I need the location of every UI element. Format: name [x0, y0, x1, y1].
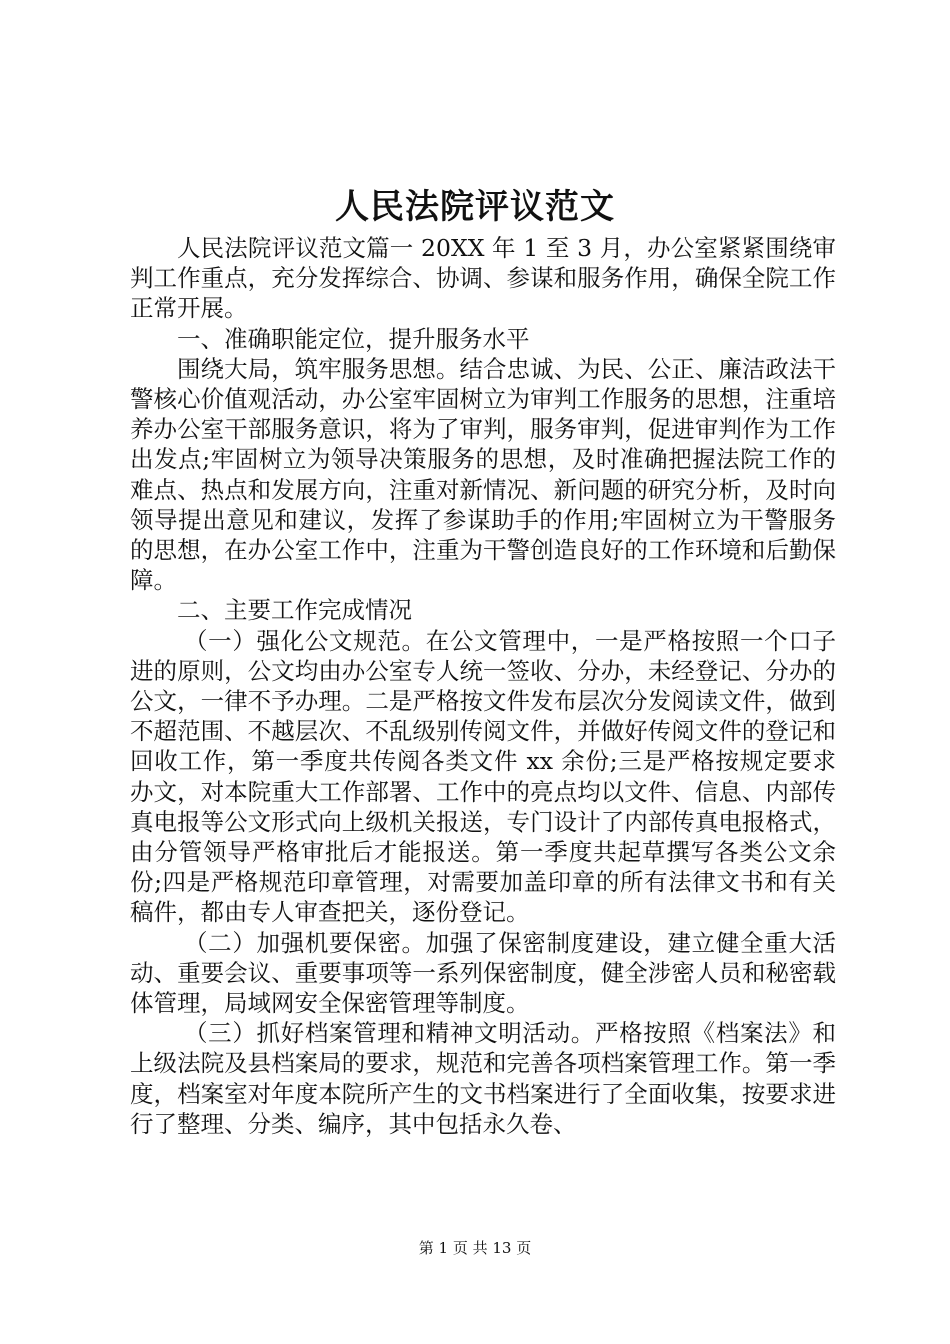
- paragraph-confidentiality: （二）加强机要保密。加强了保密制度建设，建立健全重大活动、重要会议、重要事项等一系列保密制度，健全涉密人员和秘密载体管理，局域网安全保密管理等制度。: [130, 928, 836, 1018]
- section-heading-2: 二、主要工作完成情况: [177, 596, 412, 625]
- paragraph-archive-management: （三）抓好档案管理和精神文明活动。严格按照《档案法》和上级法院及县档案局的要求，规范和完善各项档案管理工作。第一季度，档案室对年度本院所产生的文书档案进行了全面收集，按要求进行了整理、分类、编序，其中包括永久卷、: [130, 1019, 836, 1138]
- paragraph-document-standards: （一）强化公文规范。在公文管理中，一是严格按照一个口子进的原则，公文均由办公室专人统一签收、分办，未经登记、分办的公文，一律不予办理。二是严格按文件发布层次分发阅读文件，做到不超范围、不越层次、不乱级别传阅文件，并做好传阅文件的登记和回收工作，第一季度共传阅各类文件 xx 余份;三是严格按规定要求办文，对本院重大工作部署、工作中的亮点均以文件、信息、内部传真电报等公文形式向上级机关报送，专门设计了内部传真电报格式，由分管领导严格审批后才能报送。第一季度共起草撰写各类公文余份;四是严格规范印章管理，对需要加盖印章的所有法律文书和有关稿件，都由专人审查把关，逐份登记。: [130, 626, 836, 927]
- document-title: 人民法院评议范文: [335, 187, 615, 227]
- paragraph-intro: 人民法院评议范文篇一 20XX 年 1 至 3 月，办公室紧紧围绕审判工作重点，充分发挥综合、协调、参谋和服务作用，确保全院工作正常开展。: [130, 234, 836, 323]
- paragraph-service-thinking: 围绕大局，筑牢服务思想。结合忠诚、为民、公正、廉洁政法干警核心价值观活动，办公室牢固树立为审判工作服务的思想，注重培养办公室干部服务意识，将为了审判，服务审判，促进审判作为工作出发点;牢固树立为领导决策服务的思想，及时准确把握法院工作的难点、热点和发展方向，注重对新情况、新问题的研究分析，及时向领导提出意见和建议，发挥了参谋助手的作用;牢固树立为干警服务的思想，在办公室工作中，注重为干警创造良好的工作环境和后勤保障。: [130, 354, 836, 595]
- document-body: [130, 233, 836, 1139]
- page-indicator: 第 1 页 共 13 页: [418, 1239, 532, 1257]
- section-heading-1: 一、准确职能定位，提升服务水平: [177, 324, 530, 353]
